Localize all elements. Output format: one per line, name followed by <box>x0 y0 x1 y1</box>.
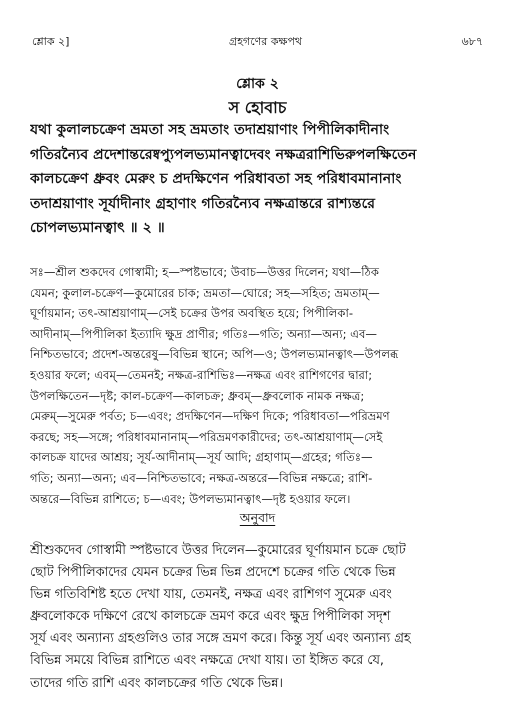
verse-line: তদাশ্রয়াণাং সূর্যাদীনাং গ্রহাণাং গতিরন্যৈব নক্ষত্রান্তরে রাশ্যন্তরে <box>30 195 376 212</box>
translation-line: সূর্য এবং অন্যান্য গ্রহগুলিও তার সঙ্গে ভ্রমণ করে। কিন্তু সূর্য এবং অন্যান্য গ্রহ <box>30 631 411 647</box>
verse-line: চোপলভ্যমানত্বাৎ ॥ ২ ॥ <box>30 220 165 236</box>
synonym-line: ঘূর্ণায়মান; তৎ-আশ্রয়াণাম্—সেই চক্রের উপর অবস্থিত হয়ে; পিপীলিকা- <box>30 306 354 321</box>
synonym-line: উপলক্ষিতেন—দৃষ্ট; কাল-চক্রেণ—কালচক্র; ধ্রুবম্—ধ্রুবলোক নামক নক্ষত্র; <box>30 388 365 403</box>
synonym-line: অন্তরে—বিভিন্ন রাশিতে; চ—এবং; উপলভ্যমানত্বাৎ—দৃষ্ট হওয়ার ফলে। <box>30 491 351 506</box>
translation-line: ধ্রুবলোককে দক্ষিণে রেখে কালচক্রে ভ্রমণ করে এবং ক্ষুদ্র পিপীলিকা সদৃশ <box>30 609 391 625</box>
translation-heading: অনুবাদ <box>239 510 276 525</box>
page-number: ৬৮৭ <box>461 34 483 48</box>
verse-line: কালচক্রেণ ধ্রুবং মেরুং চ প্রদক্ষিণেন পরিধাবতা সহ পরিধাবমানানাং <box>30 171 402 187</box>
speaker-line: স হোবাচ <box>228 98 287 117</box>
word-synonyms <box>30 262 491 509</box>
translation-line: ছোট পিপীলিকাদের যেমন চক্রের ভিন্ন ভিন্ন প্রদেশে চক্রের গতি থেকে ভিন্ন <box>30 565 396 581</box>
synonym-line: যেমন; কুলাল-চক্রেণ—কুমোরের চাক; ভ্রমতা—ঘোরে; সহ—সহিত; ভ্রমতাম্— <box>30 285 380 300</box>
translation-line: তাদের গতি রাশি এবং কালচক্রের গতি থেকে ভিন্ন। <box>30 675 283 691</box>
header-verse-ref: শ্লোক ২] <box>32 34 70 48</box>
verse-heading: শ্লোক ২ <box>236 76 279 92</box>
synonym-line: মেরুম্—সুমেরু পর্বত; চ—এবং; প্রদক্ষিণেন—দক্ষিণ দিকে; পরিধাবতা—পরিভ্রমণ <box>30 409 390 424</box>
translation-text <box>30 540 491 695</box>
sanskrit-verse <box>30 118 491 241</box>
synonym-line: কালচক্র যাদের আশ্রয়; সূর্য-আদীনাম্—সূর্য আদি; গ্রহাণাম্—গ্রহের; গতিঃ— <box>30 450 373 465</box>
synonym-line: হওয়ার ফলে; এবম্—তেমনই; নক্ষত্র-রাশিভিঃ—নক্ষত্র এবং রাশিগণের দ্বারা; <box>30 367 373 382</box>
synonym-line: সঃ—শ্রীল শুকদেব গোস্বামী; হ—স্পষ্টভাবে; উবাচ—উত্তর দিলেন; যথা—ঠিক <box>30 265 379 279</box>
running-header <box>32 33 483 51</box>
verse-line: গতিরন্যৈব প্রদেশান্তরেষ্বপ্যুপলভ্যমানত্বাদেবং নক্ষত্ররাশিভিরুপলক্ষিতেন <box>30 146 417 163</box>
synonym-line: করছে; সহ—সঙ্গে; পরিধাবমানানাম্—পরিভ্রমণকারীদের; তৎ-আশ্রয়াণাম্—সেই <box>30 429 383 444</box>
translation-line: শ্রীশুকদেব গোস্বামী স্পষ্টভাবে উত্তর দিলেন—কুমোরের ঘূর্ণায়মান চক্রে ছোট <box>30 543 406 558</box>
header-chapter-title: গ্রহগণের কক্ষপথ <box>228 34 303 48</box>
synonym-line: আদীনাম্—পিপীলিকা ইত্যাদি ক্ষুদ্র প্রাণীর; গতিঃ—গতি; অন্যা—অন্য; এব— <box>30 326 378 341</box>
verse-line: যথা কুলালচক্রেণ ভ্রমতা সহ ভ্রমতাং তদাশ্রয়াণাং পিপীলিকাদীনাং <box>30 122 390 138</box>
translation-line: বিভিন্ন সময়ে বিভিন্ন রাশিতে এবং নক্ষত্রে দেখা যায়। তা ইঙ্গিত করে যে, <box>30 653 384 669</box>
translation-line: ভিন্ন গতিবিশিষ্ট হতে দেখা যায়, তেমনই, নক্ষত্র এবং রাশিগণ সুমেরু এবং <box>30 587 392 603</box>
synonym-line: গতি; অন্যা—অন্য; এব—নিশ্চিতভাবে; নক্ষত্র-অন্তরে—বিভিন্ন নক্ষত্রে; রাশি- <box>30 470 373 485</box>
synonym-line: নিশ্চিতভাবে; প্রদেশ-অন্তরেষু—বিভিন্ন স্থানে; অপি—ও; উপলভ্যমানত্বাৎ—উপলব্ধ <box>30 347 399 362</box>
